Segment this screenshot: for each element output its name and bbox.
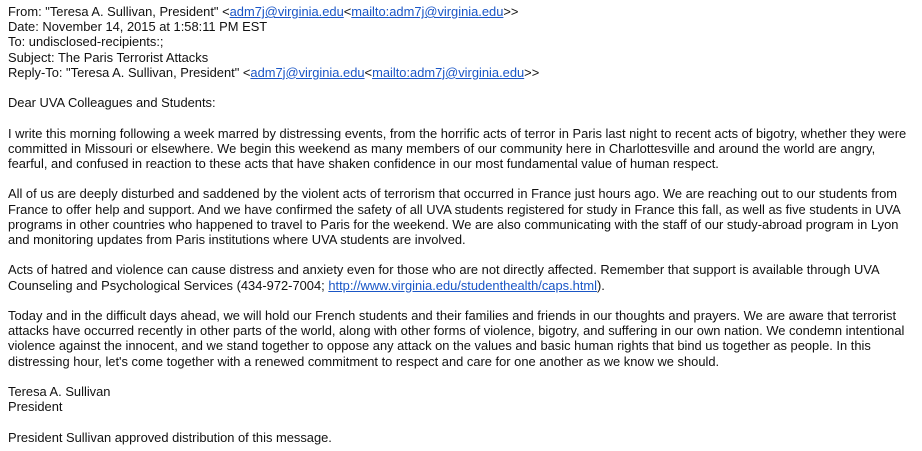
- spacer: [8, 171, 918, 186]
- from-email-link[interactable]: adm7j@virginia.edu: [229, 4, 344, 19]
- greeting: Dear UVA Colleagues and Students:: [8, 95, 216, 111]
- subject-header: [8, 50, 918, 65]
- date-header: [8, 19, 918, 34]
- date-label: Date:: [8, 19, 39, 35]
- to-label: To:: [8, 34, 26, 50]
- subject-value: The Paris Terrorist Attacks: [57, 49, 209, 65]
- subject-label: Subject:: [8, 49, 55, 65]
- reply-to-header: [8, 65, 918, 80]
- spacer: [8, 369, 918, 384]
- date-value: November 14, 2015 at 1:58:11 PM EST: [42, 19, 268, 35]
- spacer: [8, 110, 918, 125]
- spacer: [8, 414, 918, 429]
- paragraph-2: All of us are deeply disturbed and saddened by the violent acts of terrorism that occurred in France just hours ago. We are reaching out to our students from France to offer help and support. And we have confirmed the safety of all UVA students registered for study in France this fall, as well as five students in UVA programs in other countries who happened to travel to Paris for the weekend. We are also communicating with the staff of our study-abroad program in Lyon and monitoring updates from Paris institutions where UVA students are involved.: [8, 186, 901, 247]
- email-message: [8, 4, 918, 445]
- from-mailto-link[interactable]: mailto:adm7j@virginia.edu: [351, 4, 504, 19]
- paragraph-3: [8, 262, 913, 292]
- to-header: [8, 34, 918, 49]
- from-mid: <: [343, 4, 352, 19]
- paragraph-3-text: Acts of hatred and violence can cause distress and anxiety even for those who are not directly affected. Remember that support is available through UVA Counseling and Psychological Services (434-972-7004;: [8, 262, 879, 293]
- from-end: >>: [503, 4, 519, 19]
- signature-name: Teresa A. Sullivan: [8, 383, 111, 399]
- paragraph-4: Today and in the difficult days ahead, we will hold our French students and their families and friends in our thoughts and prayers. We are aware that terrorist attacks have occurred recently in other parts of the world, along with other forms of violence, bigotry, and suffering in our own nation. We condemn intentional violence against the innocent, and we stand together to oppose any attack on the values and basic human rights that bind us together as people. In this distressing hour, let's come together with a renewed commitment to respect and care for one another as we know we should.: [8, 307, 905, 369]
- reply-to-label: Reply-To:: [8, 64, 63, 80]
- from-header: [8, 4, 918, 19]
- spacer: [8, 247, 918, 262]
- reply-to-name: "Teresa A. Sullivan, President": [66, 64, 240, 80]
- spacer: [8, 80, 918, 95]
- paragraph-1: I write this morning following a week marred by distressing events, from the horrific acts of terror in Paris last night to recent acts of bigotry, whether they were committed in Missouri or elsewhere. We begin this weekend as many members of our community here in Charlottesville and around the world are angry, fearful, and confused in reaction to these acts that have shaken confidence in our most fundamental value of human respect.: [8, 125, 907, 171]
- paragraph-3-end: ).: [597, 277, 605, 293]
- from-name: "Teresa A. Sullivan, President": [45, 4, 219, 19]
- spacer: [8, 293, 918, 308]
- reply-to-end: >>: [524, 64, 540, 80]
- reply-to-mailto-link[interactable]: mailto:adm7j@virginia.edu: [372, 64, 525, 80]
- reply-to-lt: <: [242, 64, 251, 80]
- footer-note: President Sullivan approved distribution of this message.: [8, 429, 332, 445]
- reply-to-mid: <: [364, 64, 373, 80]
- to-value: undisclosed-recipients:;: [28, 34, 164, 50]
- from-label: From:: [8, 4, 42, 19]
- signature-title: President: [8, 399, 63, 415]
- from-lt: <: [222, 4, 230, 19]
- reply-to-email-link[interactable]: adm7j@virginia.edu: [250, 64, 365, 80]
- caps-link[interactable]: http://www.virginia.edu/studenthealth/caps.html: [328, 277, 598, 293]
